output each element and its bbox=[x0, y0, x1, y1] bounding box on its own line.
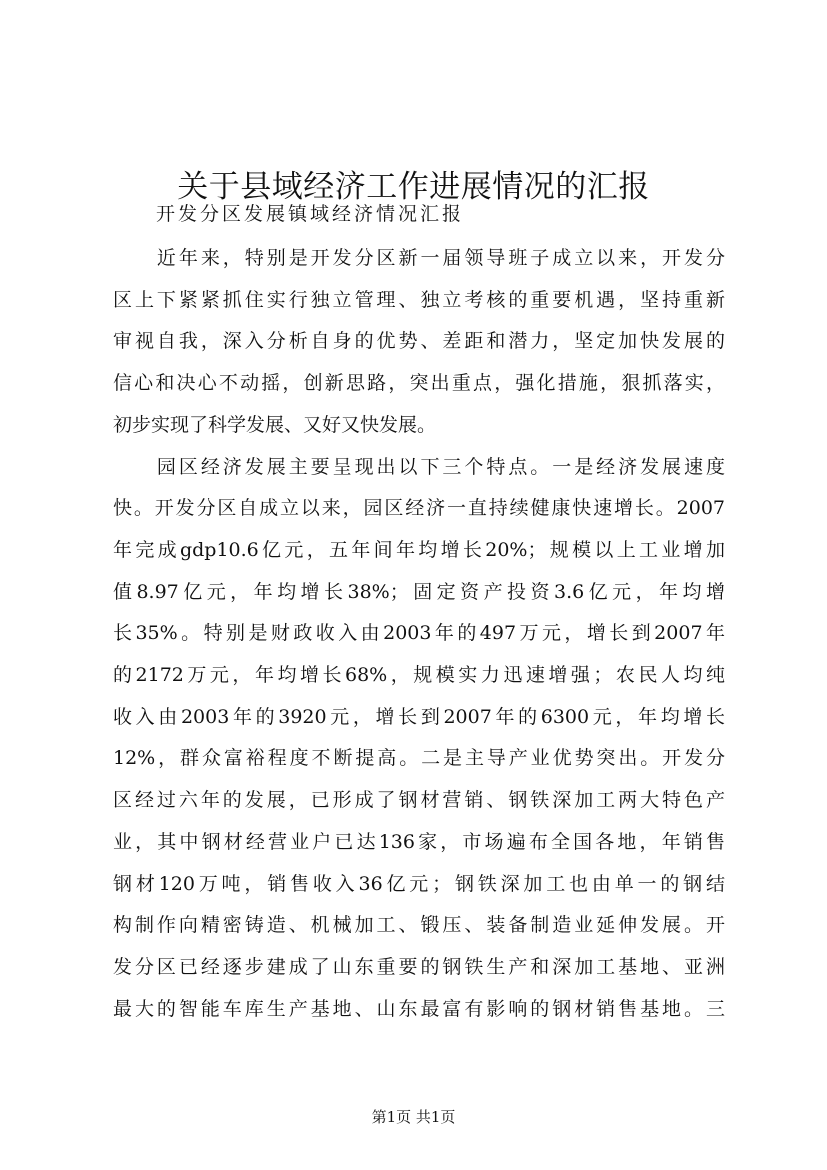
page-footer: 第1页 共1页 bbox=[371, 1108, 456, 1126]
text-line: 长35%。特别是财政收入由2003年的497万元，增长到2007年 bbox=[113, 622, 725, 645]
text-line: 区上下紧紧抓住实行独立管理、独立考核的重要机遇，坚持重新 bbox=[113, 288, 725, 311]
text-line: 构制作向精密铸造、机械加工、锻压、装备制造业延伸发展。开 bbox=[113, 914, 725, 937]
text-line: 区经过六年的发展，已形成了钢材营销、钢铁深加工两大特色产 bbox=[113, 789, 725, 812]
text-line: 审视自我，深入分析自身的优势、差距和潜力，坚定加快发展的 bbox=[113, 330, 725, 353]
text-line: 值8.97亿元，年均增长38%；固定资产投资3.6亿元，年均增 bbox=[113, 580, 725, 603]
text-line: 12%，群众富裕程度不断提高。二是主导产业优势突出。开发分 bbox=[113, 747, 725, 770]
text-line: 的2172万元，年均增长68%，规模实力迅速增强；农民人均纯 bbox=[113, 664, 725, 687]
text-line: 钢材120万吨，销售收入36亿元；钢铁深加工也由单一的钢结 bbox=[113, 872, 725, 895]
document-body bbox=[113, 238, 725, 1030]
text-line: 最大的智能车库生产基地、山东最富有影响的钢材销售基地。三 bbox=[113, 997, 725, 1020]
paragraph-1 bbox=[113, 238, 725, 447]
text-line: 快。开发分区自成立以来，园区经济一直持续健康快速增长。2007 bbox=[113, 497, 725, 520]
text-line: 业，其中钢材经营业户已达136家，市场遍布全国各地，年销售 bbox=[113, 830, 725, 853]
text-line: 年完成gdp10.6亿元，五年间年均增长20%；规模以上工业增加 bbox=[113, 538, 725, 561]
text-line: 园区经济发展主要呈现出以下三个特点。一是经济发展速度 bbox=[113, 455, 725, 478]
text-line: 信心和决心不动摇，创新思路，突出重点，强化措施，狠抓落实， bbox=[113, 372, 725, 395]
text-line: 近年来，特别是开发分区新一届领导班子成立以来，开发分 bbox=[113, 247, 725, 269]
text-line: 发分区已经逐步建成了山东重要的钢铁生产和深加工基地、亚洲 bbox=[113, 955, 725, 978]
paragraph-2 bbox=[113, 447, 725, 1031]
document-title: 关于县域经济工作进展情况的汇报 bbox=[177, 168, 650, 205]
text-line: 收入由2003年的3920元，增长到2007年的6300元，年均增长 bbox=[113, 705, 725, 728]
document-subtitle: 开发分区发展镇域经济情况汇报 bbox=[156, 203, 465, 225]
text-line: 初步实现了科学发展、又好又快发展。 bbox=[113, 413, 437, 436]
